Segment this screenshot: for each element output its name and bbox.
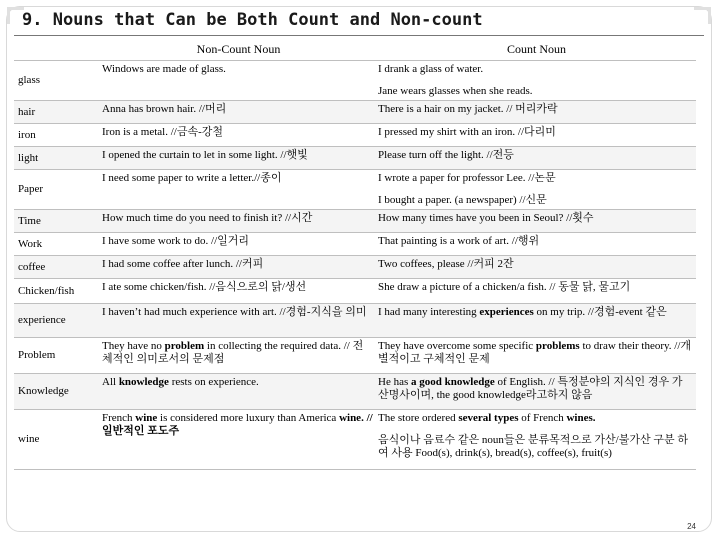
noncount-example: Anna has brown hair. //머리 [100,101,377,124]
header-noun-column [14,38,100,61]
text-run: in collecting the required data. // 전체적인 의미로서의 문제점 [102,340,364,365]
nouns-table [14,38,696,470]
text-run: All [102,376,119,388]
noun-cell: wine [14,410,100,470]
count-example [377,61,696,101]
emphasized-noun: a good knowledge [411,376,495,388]
noun-cell: coffee [14,256,100,279]
count-example: There is a hair on my jacket. // 머리카락 [377,101,696,124]
noun-cell: Problem [14,338,100,374]
page-number: 24 [687,522,696,531]
count-example-line: I drank a glass of water. [378,63,484,75]
table-row [14,374,696,410]
emphasized-noun: wine [135,412,158,424]
noncount-example: Iron is a metal. //금속-강철 [100,124,377,147]
count-example: How many times have you been in Seoul? //횟수 [377,210,696,233]
text-run: They have overcome some specific [378,340,536,352]
count-example-line: I wrote a paper for professor Lee. //논문 [378,172,556,184]
noncount-example: I opened the curtain to let in some light. //햇빛 [100,147,377,170]
noncount-example: I had some coffee after lunch. //커피 [100,256,377,279]
count-example: Two coffees, please //커피 2잔 [377,256,696,279]
noncount-example [100,374,377,410]
noncount-example: I need some paper to write a letter.//종이 [100,170,377,210]
noncount-example [100,338,377,374]
count-example-line: I bought a paper. (a newspaper) //신문 [378,194,547,206]
noun-cell: light [14,147,100,170]
noun-cell: hair [14,101,100,124]
emphasized-noun: wine. [339,412,364,424]
count-example [377,374,696,410]
table-row [14,210,696,233]
title-divider [14,35,704,36]
text-run: The store ordered [378,412,459,424]
count-example: She draw a picture of a chicken/a fish. // 동물 닭, 물고기 [377,279,696,304]
text-run: rests on experience. [168,376,259,388]
table-row [14,338,696,374]
table-row [14,61,696,101]
table-row [14,304,696,338]
noun-cell: Knowledge [14,374,100,410]
emphasized-noun: several types [458,412,519,424]
text-run: of English. // 특정분야의 지식인 경우 가산명사이며, the good knowledge라고하지 않음 [378,376,683,401]
count-example: Please turn off the light. //전등 [377,147,696,170]
count-example [377,410,696,470]
noncount-example: How much time do you need to finish it? //시간 [100,210,377,233]
table-row [14,410,696,470]
table-row [14,101,696,124]
text-run: French [102,412,136,424]
noun-cell: Work [14,233,100,256]
emphasized-noun: wines. [566,412,596,424]
header-row [14,38,696,61]
table-row [14,233,696,256]
noncount-example: I haven’t had much experience with art. //경험-지식을 의미 [100,304,377,338]
table-row [14,124,696,147]
text-run: on my trip. //경험-event 같은 [533,306,667,318]
noun-cell: Time [14,210,100,233]
count-example-line: Jane wears glasses when she reads. [378,85,533,97]
table-row [14,279,696,304]
count-example: I pressed my shirt with an iron. //다리미 [377,124,696,147]
noun-cell: Chicken/fish [14,279,100,304]
text-run: He has [378,376,411,388]
count-example [377,304,696,338]
page-title: 9. Nouns that Can be Both Count and Non-count [22,10,483,30]
text-run: of French [518,412,567,424]
emphasized-noun: experiences [479,306,534,318]
table-row [14,147,696,170]
emphasized-noun: problems [535,340,580,352]
emphasized-noun: problem [164,340,205,352]
emphasized-note: // 일반적인 포도주 [102,412,373,437]
noun-cell: experience [14,304,100,338]
table-row [14,256,696,279]
table-row [14,170,696,210]
count-example: That painting is a work of art. //행위 [377,233,696,256]
noun-cell: Paper [14,170,100,210]
header-count: Count Noun [377,38,696,61]
count-example-note: 음식이나 음료수 같은 noun들은 분류목적으로 가산/불가산 구분 하여 사용 Food(s), drink(s), bread(s), coffee(s), fruit(s) [378,434,688,459]
noun-cell: glass [14,61,100,101]
count-example [377,338,696,374]
emphasized-noun: knowledge [118,376,169,388]
text-run: I had many interesting [378,306,480,318]
noncount-example: I have some work to do. //일거리 [100,233,377,256]
noncount-example: I ate some chicken/fish. //음식으로의 닭/생선 [100,279,377,304]
noncount-example [100,410,377,470]
header-noncount: Non-Count Noun [100,38,377,61]
text-run: is considered more luxury than America [157,412,340,424]
text-run: to draw their theory. //개별적이고 구체적인 문제 [378,340,692,365]
frame-corner-decoration [694,7,711,24]
noncount-example: Windows are made of glass. [100,61,377,101]
count-example [377,170,696,210]
text-run: They have no [102,340,165,352]
noun-cell: iron [14,124,100,147]
